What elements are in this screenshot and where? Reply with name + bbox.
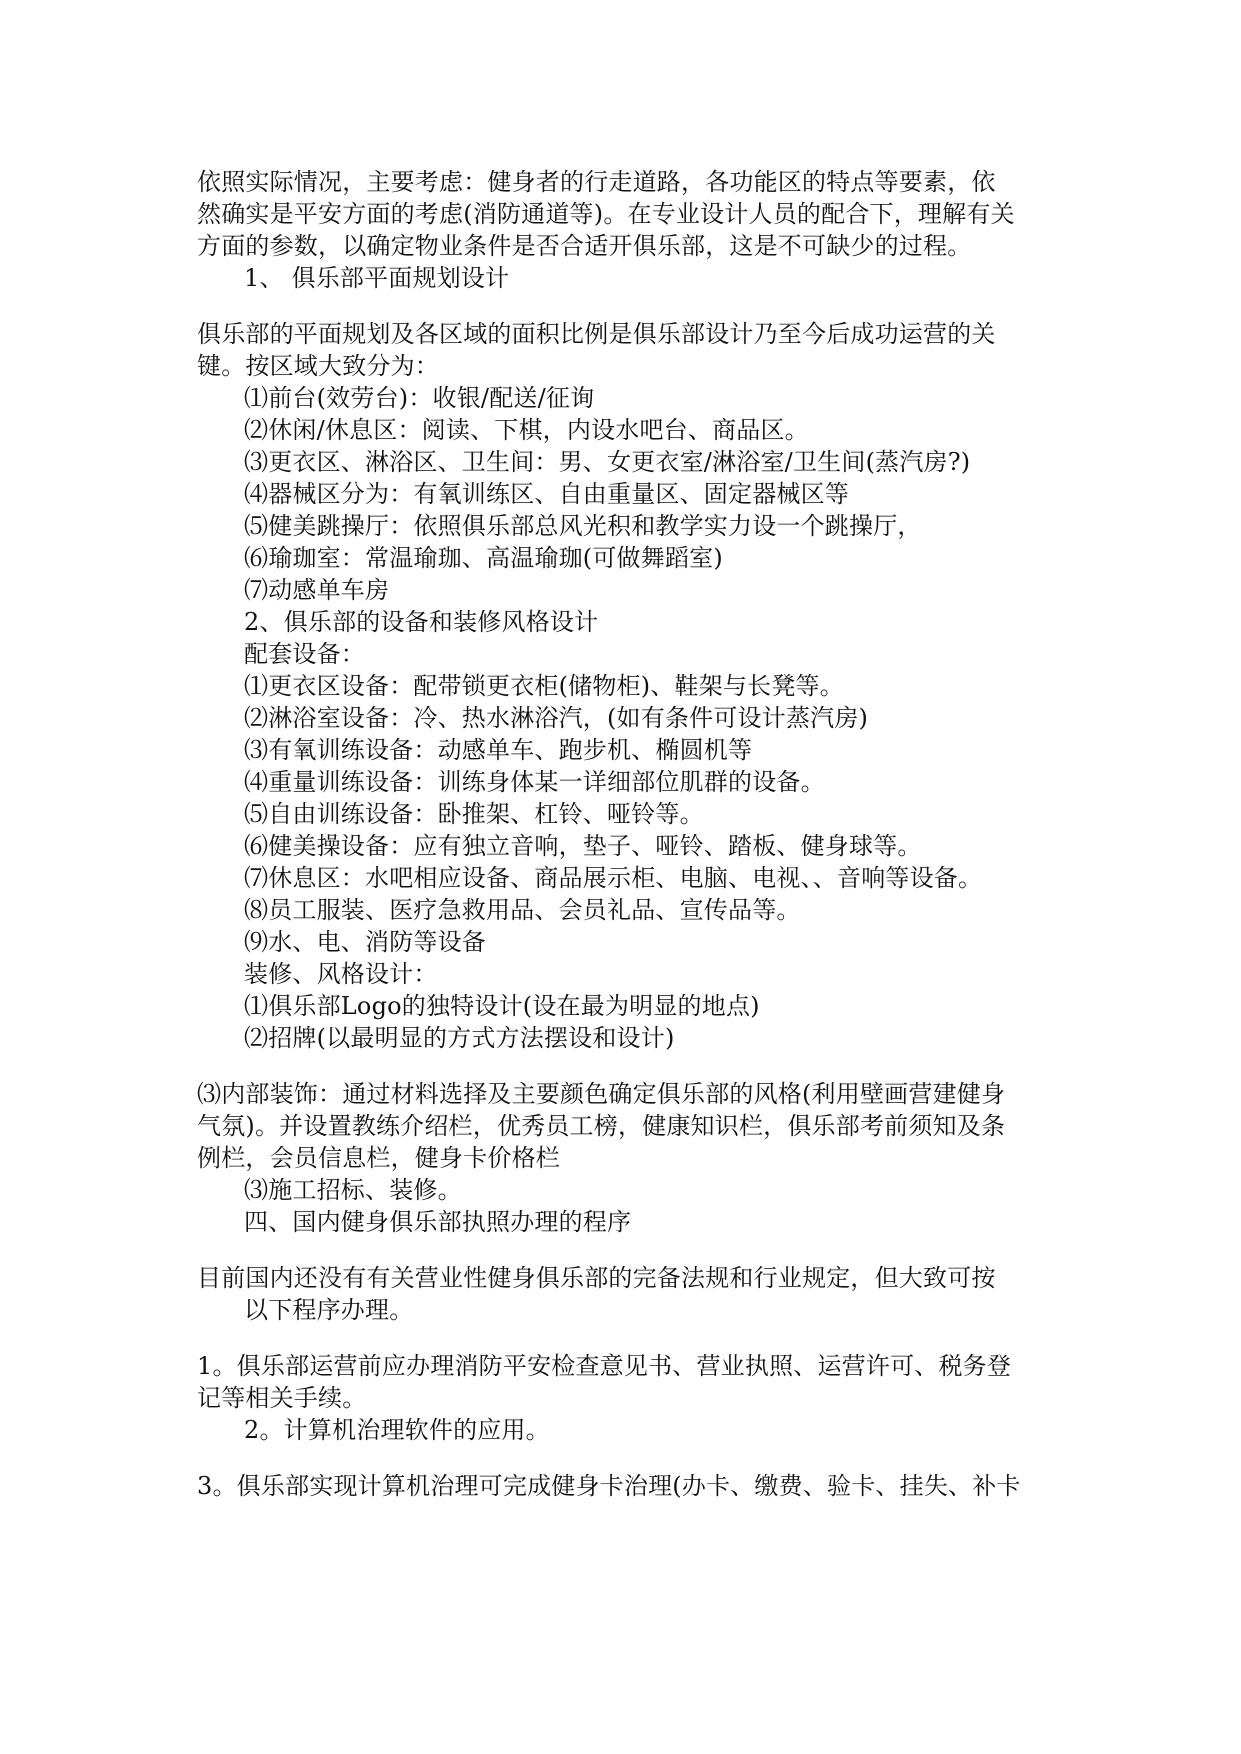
body-text-line: 键。按区域大致分为： [197,352,439,380]
section-heading: 1、 俱乐部平面规划设计 [244,264,510,292]
body-text-line: 例栏，会员信息栏，健身卡价格栏 [197,1144,560,1172]
body-text-line: 然确实是平安方面的考虑(消防通道等)。在专业设计人员的配合下，理解有关 [197,200,1015,228]
zone-list-item: ⑶更衣区、淋浴区、卫生间：男、女更衣室/淋浴室/卫生间(蒸汽房?) [244,448,971,476]
zone-list-item: ⑵休闲/休息区：阅读、下棋，内设水吧台、商品区。 [244,416,809,444]
zone-list-item: ⑷器械区分为：有氧训练区、自由重量区、固定器械区等 [244,480,849,508]
decoration-list-item: ⑵招牌(以最明显的方式方法摆设和设计) [244,1024,675,1052]
section-heading: 2、俱乐部的设备和装修风格设计 [244,608,599,636]
construction-item: ⑶施工招标、装修。 [244,1176,462,1204]
equipment-list-item: ⑻员工服装、医疗急救用品、会员礼品、宣传品等。 [244,896,801,924]
equipment-list-item: ⑴更衣区设备：配带锁更衣柜(储物柜)、鞋架与长凳等。 [244,672,844,700]
body-text-line: ⑶内部装饰：通过材料选择及主要颜色确定俱乐部的风格(利用壁画营建健身 [197,1080,1006,1108]
body-text-line: 目前国内还没有有关营业性健身俱乐部的完备法规和行业规定，但大致可按 [197,1264,996,1292]
equipment-list-item: ⑺休息区：水吧相应设备、商品展示柜、电脑、电视、、音响等设备。 [244,864,983,892]
body-text-line: 记等相关手续。 [197,1384,367,1412]
body-text-line: 方面的参数，以确定物业条件是否合适开俱乐部，这是不可缺少的过程。 [197,232,972,260]
section-heading: 四、国内健身俱乐部执照办理的程序 [244,1208,632,1236]
zone-list-item: ⑸健美跳操厅：依照俱乐部总风光积和教学实力设一个跳操厅， [244,512,922,540]
equipment-list-item: ⑵淋浴室设备：冷、热水淋浴汽，(如有条件可设计蒸汽房) [244,704,869,732]
body-text-line: 以下程序办理。 [244,1296,414,1324]
body-text-line: 俱乐部的平面规划及各区域的面积比例是俱乐部设计乃至今后成功运营的关 [197,320,996,348]
decoration-list-item: ⑴俱乐部Logo的独特设计(设在最为明显的地点) [244,992,760,1020]
body-text-line: 气氛)。并设置教练介绍栏，优秀员工榜，健康知识栏，俱乐部考前须知及条 [197,1112,1006,1140]
equipment-list-item: ⑼水、电、消防等设备 [244,928,486,956]
zone-list-item: ⑹瑜珈室：常温瑜珈、高温瑜珈(可做舞蹈室) [244,544,723,572]
equipment-list-item: ⑸自由训练设备：卧推架、杠铃、哑铃等。 [244,800,704,828]
equipment-list-item: ⑷重量训练设备：训练身体某一详细部位肌群的设备。 [244,768,825,796]
zone-list-item: ⑺动感单车房 [244,576,390,604]
subsection-title: 装修、风格设计： [244,960,438,988]
procedure-item: 2。计算机治理软件的应用。 [244,1416,550,1444]
body-text-line: 1。俱乐部运营前应办理消防平安检查意见书、营业执照、运营许可、税务登 [197,1352,1012,1380]
zone-list-item: ⑴前台(效劳台)：收银/配送/征询 [244,384,595,412]
equipment-list-item: ⑶有氧训练设备：动感单车、跑步机、椭圆机等 [244,736,753,764]
body-text-line: 依照实际情况，主要考虑：健身者的行走道路，各功能区的特点等要素，依 [197,168,996,196]
body-text-line: 3。俱乐部实现计算机治理可完成健身卡治理(办卡、缴费、验卡、挂失、补卡 [197,1472,1021,1500]
subsection-title: 配套设备： [244,640,365,668]
equipment-list-item: ⑹健美操设备：应有独立音响，垫子、哑铃、踏板、健身球等。 [244,832,922,860]
